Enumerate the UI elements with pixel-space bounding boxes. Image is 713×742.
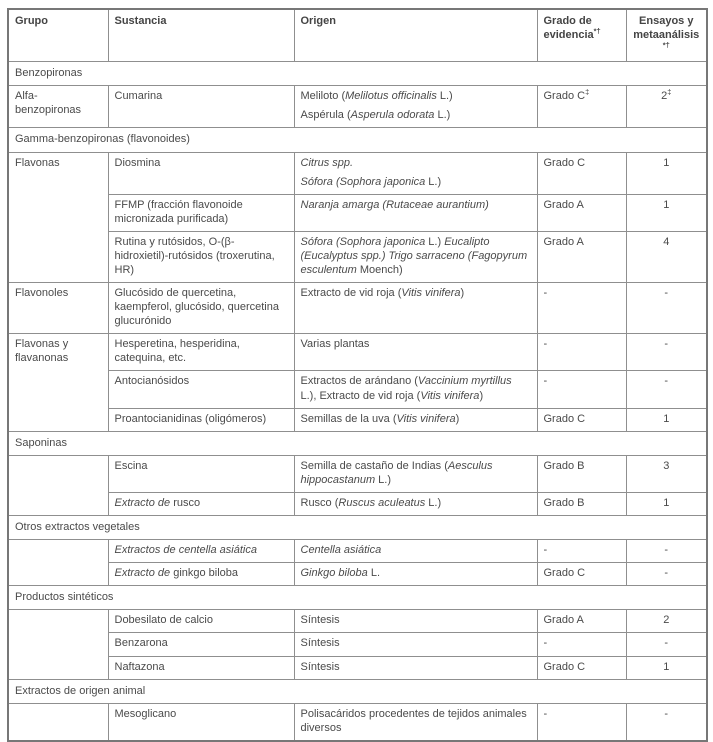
table-row [8, 408, 707, 431]
origin-line [301, 374, 531, 402]
group-cell [8, 703, 108, 741]
substance-cell [108, 633, 294, 656]
origin-cell [294, 610, 537, 633]
plain-text: Rutina y rutósidos, O-(β-hidroxietil)-rutósidos (troxerutina, HR) [114, 235, 275, 277]
plain-text: Meliloto ( [300, 90, 346, 103]
substance-cell [108, 408, 294, 431]
table-row [8, 633, 707, 656]
evidence-table-container [7, 8, 706, 742]
grade-cell: - [537, 633, 626, 656]
plain-text: Aspérula ( [300, 109, 351, 122]
table-row [8, 540, 707, 563]
plain-text: Flavonoles [15, 287, 69, 300]
latin-name-text: Extracto de [114, 496, 171, 509]
group-cell [8, 152, 108, 283]
trials-cell: - [626, 633, 707, 656]
section-label: Benzopironas [8, 62, 707, 86]
trials-cell: - [626, 540, 707, 563]
substances-table [7, 8, 708, 742]
table-row [8, 455, 707, 492]
section-row [8, 128, 707, 152]
origin-line [301, 337, 531, 351]
plain-text: Flavonas y flavanonas [15, 338, 69, 365]
column-header-substance: Sustancia [108, 9, 294, 62]
plain-text: Extractos de arándano ( [300, 375, 418, 388]
grade-cell: Grado C [537, 656, 626, 679]
trials-cell: 1 [626, 656, 707, 679]
origin-cell [294, 152, 537, 194]
trials-cell: - [626, 371, 707, 408]
section-label: Extractos de origen animal [8, 679, 707, 703]
origin-cell [294, 633, 537, 656]
trials-cell: 2 [626, 610, 707, 633]
origin-line [301, 707, 531, 735]
origin-line [301, 566, 531, 580]
table-row [8, 371, 707, 408]
origin-line [301, 286, 531, 300]
plain-text: Varias plantas [300, 338, 370, 351]
plain-text: Rusco ( [300, 496, 339, 509]
group-cell [8, 283, 108, 334]
latin-name-text: Eucalipto (Eucalyptus spp.) Trigo sarraceno (Fagopyrum esculentum [300, 235, 528, 277]
plain-text: Mesoglicano [114, 707, 177, 720]
latin-name-text: Naranja amarga (Rutaceae aurantium) [300, 198, 489, 211]
grade-cell: - [537, 283, 626, 334]
substance-cell [108, 334, 294, 371]
origin-line [301, 660, 531, 674]
grade-cell: Grado C [537, 563, 626, 586]
grade-cell: - [537, 334, 626, 371]
substance-cell [108, 86, 294, 128]
table-row [8, 563, 707, 586]
trials-cell: - [626, 703, 707, 741]
grade-cell: Grado A [537, 194, 626, 231]
origin-line [301, 108, 531, 122]
group-cell [8, 610, 108, 679]
origin-cell [294, 371, 537, 408]
substance-cell [108, 540, 294, 563]
plain-text: Escina [114, 459, 148, 472]
origin-cell [294, 563, 537, 586]
origin-cell [294, 194, 537, 231]
trials-cell: 1 [626, 408, 707, 431]
plain-text: Semillas de la uva ( [300, 412, 397, 425]
plain-text: FFMP (fracción flavonoide micronizada purificada) [114, 198, 243, 225]
latin-name-text: Ginkgo biloba [300, 567, 368, 580]
grade-cell: Grado A [537, 610, 626, 633]
trials-cell: 2‡ [626, 86, 707, 128]
substance-cell [108, 703, 294, 741]
table-row [8, 86, 707, 128]
table-row [8, 334, 707, 371]
latin-name-text: Extracto de [114, 567, 171, 580]
substance-cell [108, 194, 294, 231]
plain-text: L.) [425, 175, 442, 188]
trials-cell: 4 [626, 231, 707, 282]
substance-cell [108, 610, 294, 633]
grade-cell: Grado C [537, 152, 626, 194]
table-row [8, 283, 707, 334]
plain-text: Síntesis [300, 637, 340, 650]
origin-cell [294, 455, 537, 492]
origin-cell [294, 283, 537, 334]
trials-cell: - [626, 334, 707, 371]
column-header-trials: Ensayos y metaanálisis*† [626, 9, 707, 62]
column-header-grade: Grado de evidencia*† [537, 9, 626, 62]
plain-text: ) [455, 412, 460, 425]
table-row [8, 152, 707, 194]
plain-text: Síntesis [300, 614, 340, 627]
plain-text: Síntesis [300, 660, 340, 673]
trials-cell: 3 [626, 455, 707, 492]
substance-cell [108, 492, 294, 515]
trials-cell: - [626, 563, 707, 586]
grade-cell: Grado C‡ [537, 86, 626, 128]
origin-cell [294, 492, 537, 515]
origin-cell [294, 231, 537, 282]
plain-text: Semilla de castaño de Indias ( [300, 459, 448, 472]
latin-name-text: Melilotus officinalis [345, 90, 437, 103]
section-row [8, 586, 707, 610]
plain-text: Glucósido de quercetina, kaempferol, glucósido, quercetina glucurónido [114, 287, 279, 328]
plain-text: ) [479, 389, 484, 402]
footnote-marker: ‡ [667, 87, 672, 97]
plain-text: Flavonas [15, 156, 60, 169]
latin-name-text: Ruscus aculeatus [338, 496, 426, 509]
group-cell [8, 455, 108, 515]
plain-text: Antocianósidos [114, 375, 190, 388]
table-row [8, 492, 707, 515]
plain-text: L.) [375, 473, 392, 486]
origin-cell [294, 86, 537, 128]
plain-text: Cumarina [114, 90, 163, 103]
footnote-marker: *† [593, 26, 601, 36]
plain-text: Alfa-benzopironas [15, 90, 82, 117]
latin-name-text: Aesculus hippocastanum [300, 459, 493, 486]
origin-line [301, 89, 531, 103]
origin-line [301, 496, 531, 510]
section-label: Productos sintéticos [8, 586, 707, 610]
latin-name-text: Asperula odorata [350, 109, 435, 122]
table-row [8, 610, 707, 633]
grade-cell: Grado A [537, 231, 626, 282]
trials-cell: 1 [626, 194, 707, 231]
group-cell [8, 86, 108, 128]
plain-text: L.) [425, 235, 445, 248]
plain-text: L.) [434, 109, 451, 122]
footnote-marker: *† [662, 40, 670, 50]
substance-cell [108, 152, 294, 194]
plain-text: Moench) [356, 264, 403, 277]
plain-text: L. [367, 567, 381, 580]
plain-text: Naftazona [114, 660, 165, 673]
plain-text: ) [460, 287, 465, 300]
plain-text: Benzarona [114, 637, 168, 650]
origin-cell [294, 408, 537, 431]
latin-name-text: Centella asiática [300, 544, 382, 557]
plain-text: L.) [425, 496, 442, 509]
table-body [8, 62, 707, 741]
origin-line [301, 636, 531, 650]
substance-cell [108, 563, 294, 586]
latin-name-text: Vitis vinifera [396, 412, 456, 425]
grade-cell: - [537, 371, 626, 408]
section-label: Gamma-benzopironas (flavonoides) [8, 128, 707, 152]
origin-line [301, 543, 531, 557]
column-header-group: Grupo [8, 9, 108, 62]
latin-name-text: Citrus spp. [300, 156, 354, 169]
trials-cell: - [626, 283, 707, 334]
plain-text: L.), Extracto de vid roja ( [300, 389, 421, 402]
plain-text: Hesperetina, hesperidina, catequina, etc. [114, 338, 240, 365]
origin-line [301, 412, 531, 426]
latin-name-text: Sófora (Sophora japonica [300, 175, 426, 188]
latin-name-text: Vitis vinifera [401, 287, 461, 300]
plain-text: Extracto de vid roja ( [300, 287, 402, 300]
origin-line [301, 198, 531, 212]
column-header-origin: Origen [294, 9, 537, 62]
section-row [8, 431, 707, 455]
origin-line [301, 235, 531, 277]
grade-cell: Grado C [537, 408, 626, 431]
plain-text: Polisacáridos procedentes de tejidos animales diversos [300, 707, 527, 734]
substance-cell [108, 371, 294, 408]
section-row [8, 62, 707, 86]
substance-cell [108, 231, 294, 282]
section-row [8, 516, 707, 540]
table-row [8, 703, 707, 741]
origin-cell [294, 334, 537, 371]
origin-line [301, 156, 531, 170]
section-label: Saponinas [8, 431, 707, 455]
plain-text: Proantocianidinas (oligómeros) [114, 412, 267, 425]
origin-cell [294, 540, 537, 563]
latin-name-text: Sófora (Sophora japonica [300, 235, 426, 248]
footnote-marker: ‡ [585, 87, 590, 97]
origin-line [301, 175, 531, 189]
plain-text: Diosmina [114, 156, 161, 169]
latin-name-text: Extractos de centella asiática [114, 544, 257, 557]
origin-line [301, 459, 531, 487]
table-header [8, 9, 707, 62]
origin-cell [294, 703, 537, 741]
substance-cell [108, 283, 294, 334]
grade-cell: - [537, 540, 626, 563]
latin-name-text: Vaccinium myrtillus [417, 375, 512, 388]
latin-name-text: Vitis vinifera [420, 389, 480, 402]
plain-text: Dobesilato de calcio [114, 614, 213, 627]
plain-text: L.) [436, 90, 453, 103]
section-label: Otros extractos vegetales [8, 516, 707, 540]
header-row [8, 9, 707, 62]
table-row [8, 194, 707, 231]
section-row [8, 679, 707, 703]
plain-text: rusco [170, 496, 201, 509]
origin-line [301, 613, 531, 627]
substance-cell [108, 455, 294, 492]
grade-cell: Grado B [537, 455, 626, 492]
trials-cell: 1 [626, 492, 707, 515]
grade-cell: - [537, 703, 626, 741]
group-cell [8, 540, 108, 586]
plain-text: ginkgo biloba [170, 567, 239, 580]
group-cell [8, 334, 108, 431]
table-row [8, 231, 707, 282]
trials-cell: 1 [626, 152, 707, 194]
grade-cell: Grado B [537, 492, 626, 515]
